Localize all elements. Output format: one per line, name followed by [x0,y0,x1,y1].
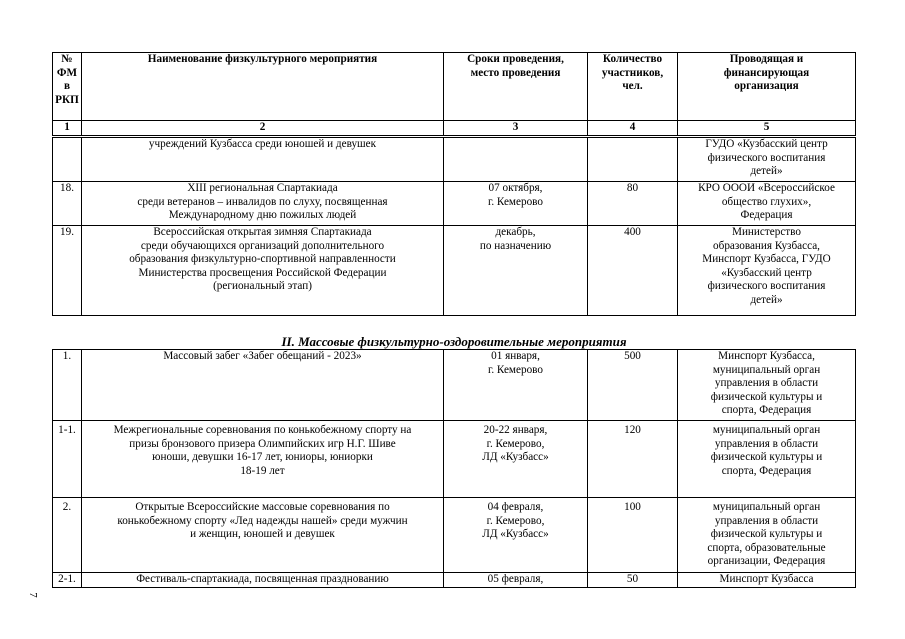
col-number-5: 5 [678,121,856,136]
table-row [53,138,856,182]
event-organization: Минспорт Кузбасса [678,573,856,588]
event-participants: 80 [588,182,678,226]
event-dates: 04 февраля, г. Кемерово, ЛД «Кузбасс» [444,498,588,573]
event-organization: муниципальный орган управления в области физической культуры и спорта, образовательные организации, Федерация [678,498,856,573]
event-organization: Минспорт Кузбасса, муниципальный орган управления в области физической культуры и спорта, Федерация [678,350,856,421]
col-number-2: 2 [82,121,444,136]
col-header-name: Наименование физкультурного мероприятия [82,53,444,121]
section-title: II. Массовые физкультурно-оздоровительные мероприятия [53,334,856,350]
table-row [53,573,856,588]
col-number-1: 1 [53,121,82,136]
events-table-header [52,52,856,136]
col-header-dates: Сроки проведения, место проведения [444,53,588,121]
event-name: Массовый забег «Забег обещаний - 2023» [82,350,444,421]
event-participants: 100 [588,498,678,573]
col-number-3: 3 [444,121,588,136]
row-number: 19. [53,226,82,316]
event-dates [444,138,588,182]
event-organization: ГУДО «Кузбасский центр физического воспитания детей» [678,138,856,182]
event-organization: КРО ОООИ «Всероссийское общество глухих», Федерация [678,182,856,226]
table-row [53,226,856,316]
event-name: Открытые Всероссийские массовые соревнования по конькобежному спорту «Лед надежды нашей» среди мужчин и женщин, юношей и девушек [82,498,444,573]
event-name: учреждений Кузбасса среди юношей и девушек [82,138,444,182]
row-number: 18. [53,182,82,226]
event-participants [588,138,678,182]
col-number-4: 4 [588,121,678,136]
event-participants: 400 [588,226,678,316]
event-participants: 50 [588,573,678,588]
col-header-number: № ФМ в РКП [53,53,82,121]
event-dates: декабрь, по назначению [444,226,588,316]
page-number: 7 [26,592,39,598]
events-table-section1 [52,137,856,316]
events-table-section2 [52,334,856,588]
event-name: Всероссийская открытая зимняя Спартакиада среди обучающихся организаций дополнительного образования физкультурно-спортивной направленности Министерства просвещения Российской Федерации (региональный этап) [82,226,444,316]
event-name: Межрегиональные соревнования по конькобежному спорту на призы бронзового призера Олимпийских игр Н.Г. Шиве юноши, девушки 16-17 лет, юниоры, юниорки 18-19 лет [82,421,444,498]
table-row [53,350,856,421]
event-participants: 120 [588,421,678,498]
table-row [53,421,856,498]
event-dates: 07 октября, г. Кемерово [444,182,588,226]
event-dates: 20-22 января, г. Кемерово, ЛД «Кузбасс» [444,421,588,498]
row-number: 1-1. [53,421,82,498]
row-number [53,138,82,182]
event-participants: 500 [588,350,678,421]
table-row [53,498,856,573]
event-name: Фестиваль-спартакиада, посвященная празднованию [82,573,444,588]
event-organization: муниципальный орган управления в области физической культуры и спорта, Федерация [678,421,856,498]
event-dates: 01 января, г. Кемерово [444,350,588,421]
row-number: 2. [53,498,82,573]
table-row [53,182,856,226]
row-number: 2-1. [53,573,82,588]
event-organization: Министерство образования Кузбасса, Минспорт Кузбасса, ГУДО «Кузбасский центр физического воспитания детей» [678,226,856,316]
row-number: 1. [53,350,82,421]
col-header-participants: Количество участников, чел. [588,53,678,121]
col-header-organization: Проводящая и финансирующая организация [678,53,856,121]
event-name: XIII региональная Спартакиада среди ветеранов – инвалидов по слуху, посвященная Международному дню пожилых людей [82,182,444,226]
event-dates: 05 февраля, [444,573,588,588]
